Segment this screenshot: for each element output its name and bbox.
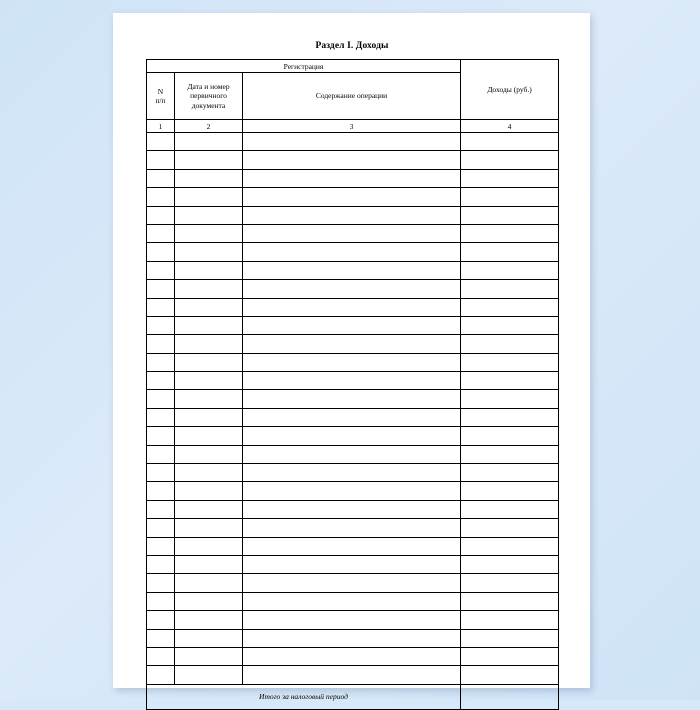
table-row[interactable] [147,629,559,647]
registration-group-header: Регистрация [147,60,461,73]
cell-row-number[interactable] [147,555,175,573]
cell-primary-document[interactable] [175,629,243,647]
row-number-header-line1: N [157,86,164,96]
cell-operation[interactable] [243,500,461,518]
cell-operation[interactable] [243,372,461,390]
cell-operation[interactable] [243,592,461,610]
cell-income[interactable] [461,206,559,224]
table-row[interactable] [147,133,559,151]
cell-operation[interactable] [243,261,461,279]
cell-row-number[interactable] [147,574,175,592]
table-row[interactable] [147,390,559,408]
primary-document-header-line1: Дата и номер [187,81,230,91]
cell-row-number[interactable] [147,500,175,518]
cell-row-number[interactable] [147,224,175,242]
cell-income[interactable] [461,372,559,390]
table-row[interactable] [147,482,559,500]
operation-column-header: Содержание операции [243,73,461,120]
cell-income[interactable] [461,408,559,426]
income-column-header: Доходы (руб.) [461,60,559,120]
cell-primary-document[interactable] [175,574,243,592]
cell-primary-document[interactable] [175,298,243,316]
cell-row-number[interactable] [147,464,175,482]
table-group-header-row [147,60,559,73]
cell-row-number[interactable] [147,353,175,371]
cell-row-number[interactable] [147,482,175,500]
cell-operation[interactable] [243,353,461,371]
table-row[interactable] [147,224,559,242]
cell-row-number[interactable] [147,298,175,316]
column-number-4: 4 [461,120,559,133]
cell-primary-document[interactable] [175,500,243,518]
cell-operation[interactable] [243,445,461,463]
cell-row-number[interactable] [147,243,175,261]
cell-primary-document[interactable] [175,592,243,610]
cell-row-number[interactable] [147,629,175,647]
table-row[interactable] [147,464,559,482]
cell-income[interactable] [461,353,559,371]
primary-document-header-line3: документа [191,100,226,110]
cell-row-number[interactable] [147,647,175,665]
table-row[interactable] [147,427,559,445]
cell-income[interactable] [461,243,559,261]
cell-primary-document[interactable] [175,390,243,408]
cell-operation[interactable] [243,482,461,500]
cell-income[interactable] [461,629,559,647]
cell-primary-document[interactable] [175,666,243,684]
cell-primary-document[interactable] [175,206,243,224]
cell-income[interactable] [461,500,559,518]
cell-primary-document[interactable] [175,611,243,629]
table-row[interactable] [147,316,559,334]
table-row[interactable] [147,647,559,665]
cell-operation[interactable] [243,537,461,555]
cell-income[interactable] [461,666,559,684]
table-row[interactable] [147,243,559,261]
cell-primary-document[interactable] [175,243,243,261]
cell-primary-document[interactable] [175,224,243,242]
document-page [113,13,590,702]
cell-row-number[interactable] [147,537,175,555]
cell-row-number[interactable] [147,206,175,224]
cell-row-number[interactable] [147,445,175,463]
cell-primary-document[interactable] [175,464,243,482]
cell-operation[interactable] [243,427,461,445]
cell-income[interactable] [461,427,559,445]
page-content [146,41,558,710]
table-row[interactable] [147,519,559,537]
cell-row-number[interactable] [147,666,175,684]
cell-primary-document[interactable] [175,133,243,151]
cell-income[interactable] [461,537,559,555]
cell-primary-document[interactable] [175,372,243,390]
table-row[interactable] [147,206,559,224]
cell-operation[interactable] [243,464,461,482]
cell-primary-document[interactable] [175,427,243,445]
cell-row-number[interactable] [147,335,175,353]
cell-row-number[interactable] [147,390,175,408]
table-row[interactable] [147,261,559,279]
column-number-row [147,120,559,133]
cell-primary-document[interactable] [175,445,243,463]
cell-income[interactable] [461,316,559,334]
cell-operation[interactable] [243,280,461,298]
primary-document-header-line2: первичного [190,91,227,101]
table-row[interactable] [147,335,559,353]
cell-primary-document[interactable] [175,316,243,334]
cell-row-number[interactable] [147,372,175,390]
table-row[interactable] [147,372,559,390]
table-row[interactable] [147,574,559,592]
cell-income[interactable] [461,335,559,353]
cell-operation[interactable] [243,133,461,151]
cell-operation[interactable] [243,647,461,665]
cell-primary-document[interactable] [175,537,243,555]
total-label: Итого за налоговый период [147,684,461,709]
cell-primary-document[interactable] [175,519,243,537]
cell-operation[interactable] [243,611,461,629]
cell-primary-document[interactable] [175,188,243,206]
table-row[interactable] [147,555,559,573]
cell-row-number[interactable] [147,611,175,629]
cell-primary-document[interactable] [175,280,243,298]
cell-row-number[interactable] [147,316,175,334]
cell-row-number[interactable] [147,188,175,206]
cell-income[interactable] [461,261,559,279]
cell-income[interactable] [461,611,559,629]
table-row[interactable] [147,188,559,206]
cell-income[interactable] [461,390,559,408]
cell-income[interactable] [461,224,559,242]
cell-operation[interactable] [243,519,461,537]
cell-operation[interactable] [243,169,461,187]
row-number-header-line2: п/п [155,96,166,105]
table-row[interactable] [147,169,559,187]
column-number-1: 1 [147,120,175,133]
table-row[interactable] [147,500,559,518]
cell-income[interactable] [461,298,559,316]
cell-income[interactable] [461,280,559,298]
cell-primary-document[interactable] [175,647,243,665]
table-row[interactable] [147,353,559,371]
table-body [147,60,559,710]
cell-operation[interactable] [243,408,461,426]
cell-primary-document[interactable] [175,169,243,187]
cell-operation[interactable] [243,224,461,242]
cell-operation[interactable] [243,666,461,684]
table-row[interactable] [147,611,559,629]
cell-primary-document[interactable] [175,353,243,371]
cell-primary-document[interactable] [175,335,243,353]
table-row[interactable] [147,408,559,426]
cell-row-number[interactable] [147,261,175,279]
cell-row-number[interactable] [147,133,175,151]
table-row[interactable] [147,666,559,684]
cell-income[interactable] [461,133,559,151]
cell-operation[interactable] [243,555,461,573]
page-title: Раздел I. Доходы [315,41,389,51]
income-ledger-table [146,59,559,710]
column-number-2: 2 [175,120,243,133]
cell-primary-document[interactable] [175,482,243,500]
cell-operation[interactable] [243,243,461,261]
cell-income[interactable] [461,519,559,537]
cell-income[interactable] [461,464,559,482]
cell-row-number[interactable] [147,592,175,610]
cell-primary-document[interactable] [175,555,243,573]
cell-income[interactable] [461,647,559,665]
cell-operation[interactable] [243,188,461,206]
cell-operation[interactable] [243,298,461,316]
cell-income[interactable] [461,151,559,169]
primary-document-column-header [175,73,243,120]
cell-income[interactable] [461,169,559,187]
cell-primary-document[interactable] [175,151,243,169]
cell-row-number[interactable] [147,151,175,169]
cell-row-number[interactable] [147,427,175,445]
total-value-cell[interactable] [461,684,559,709]
cell-income[interactable] [461,482,559,500]
cell-income[interactable] [461,555,559,573]
row-number-column-header [147,73,175,120]
cell-row-number[interactable] [147,280,175,298]
total-row [147,684,559,709]
table-row[interactable] [147,592,559,610]
cell-operation[interactable] [243,574,461,592]
cell-primary-document[interactable] [175,408,243,426]
cell-income[interactable] [461,445,559,463]
cell-primary-document[interactable] [175,261,243,279]
table-row[interactable] [147,445,559,463]
cell-operation[interactable] [243,206,461,224]
cell-operation[interactable] [243,151,461,169]
table-row[interactable] [147,151,559,169]
cell-income[interactable] [461,574,559,592]
table-row[interactable] [147,537,559,555]
cell-row-number[interactable] [147,519,175,537]
cell-row-number[interactable] [147,408,175,426]
cell-income[interactable] [461,592,559,610]
cell-operation[interactable] [243,390,461,408]
table-row[interactable] [147,298,559,316]
cell-operation[interactable] [243,335,461,353]
column-number-3: 3 [243,120,461,133]
cell-row-number[interactable] [147,169,175,187]
table-row[interactable] [147,280,559,298]
cell-income[interactable] [461,188,559,206]
cell-operation[interactable] [243,629,461,647]
cell-operation[interactable] [243,316,461,334]
